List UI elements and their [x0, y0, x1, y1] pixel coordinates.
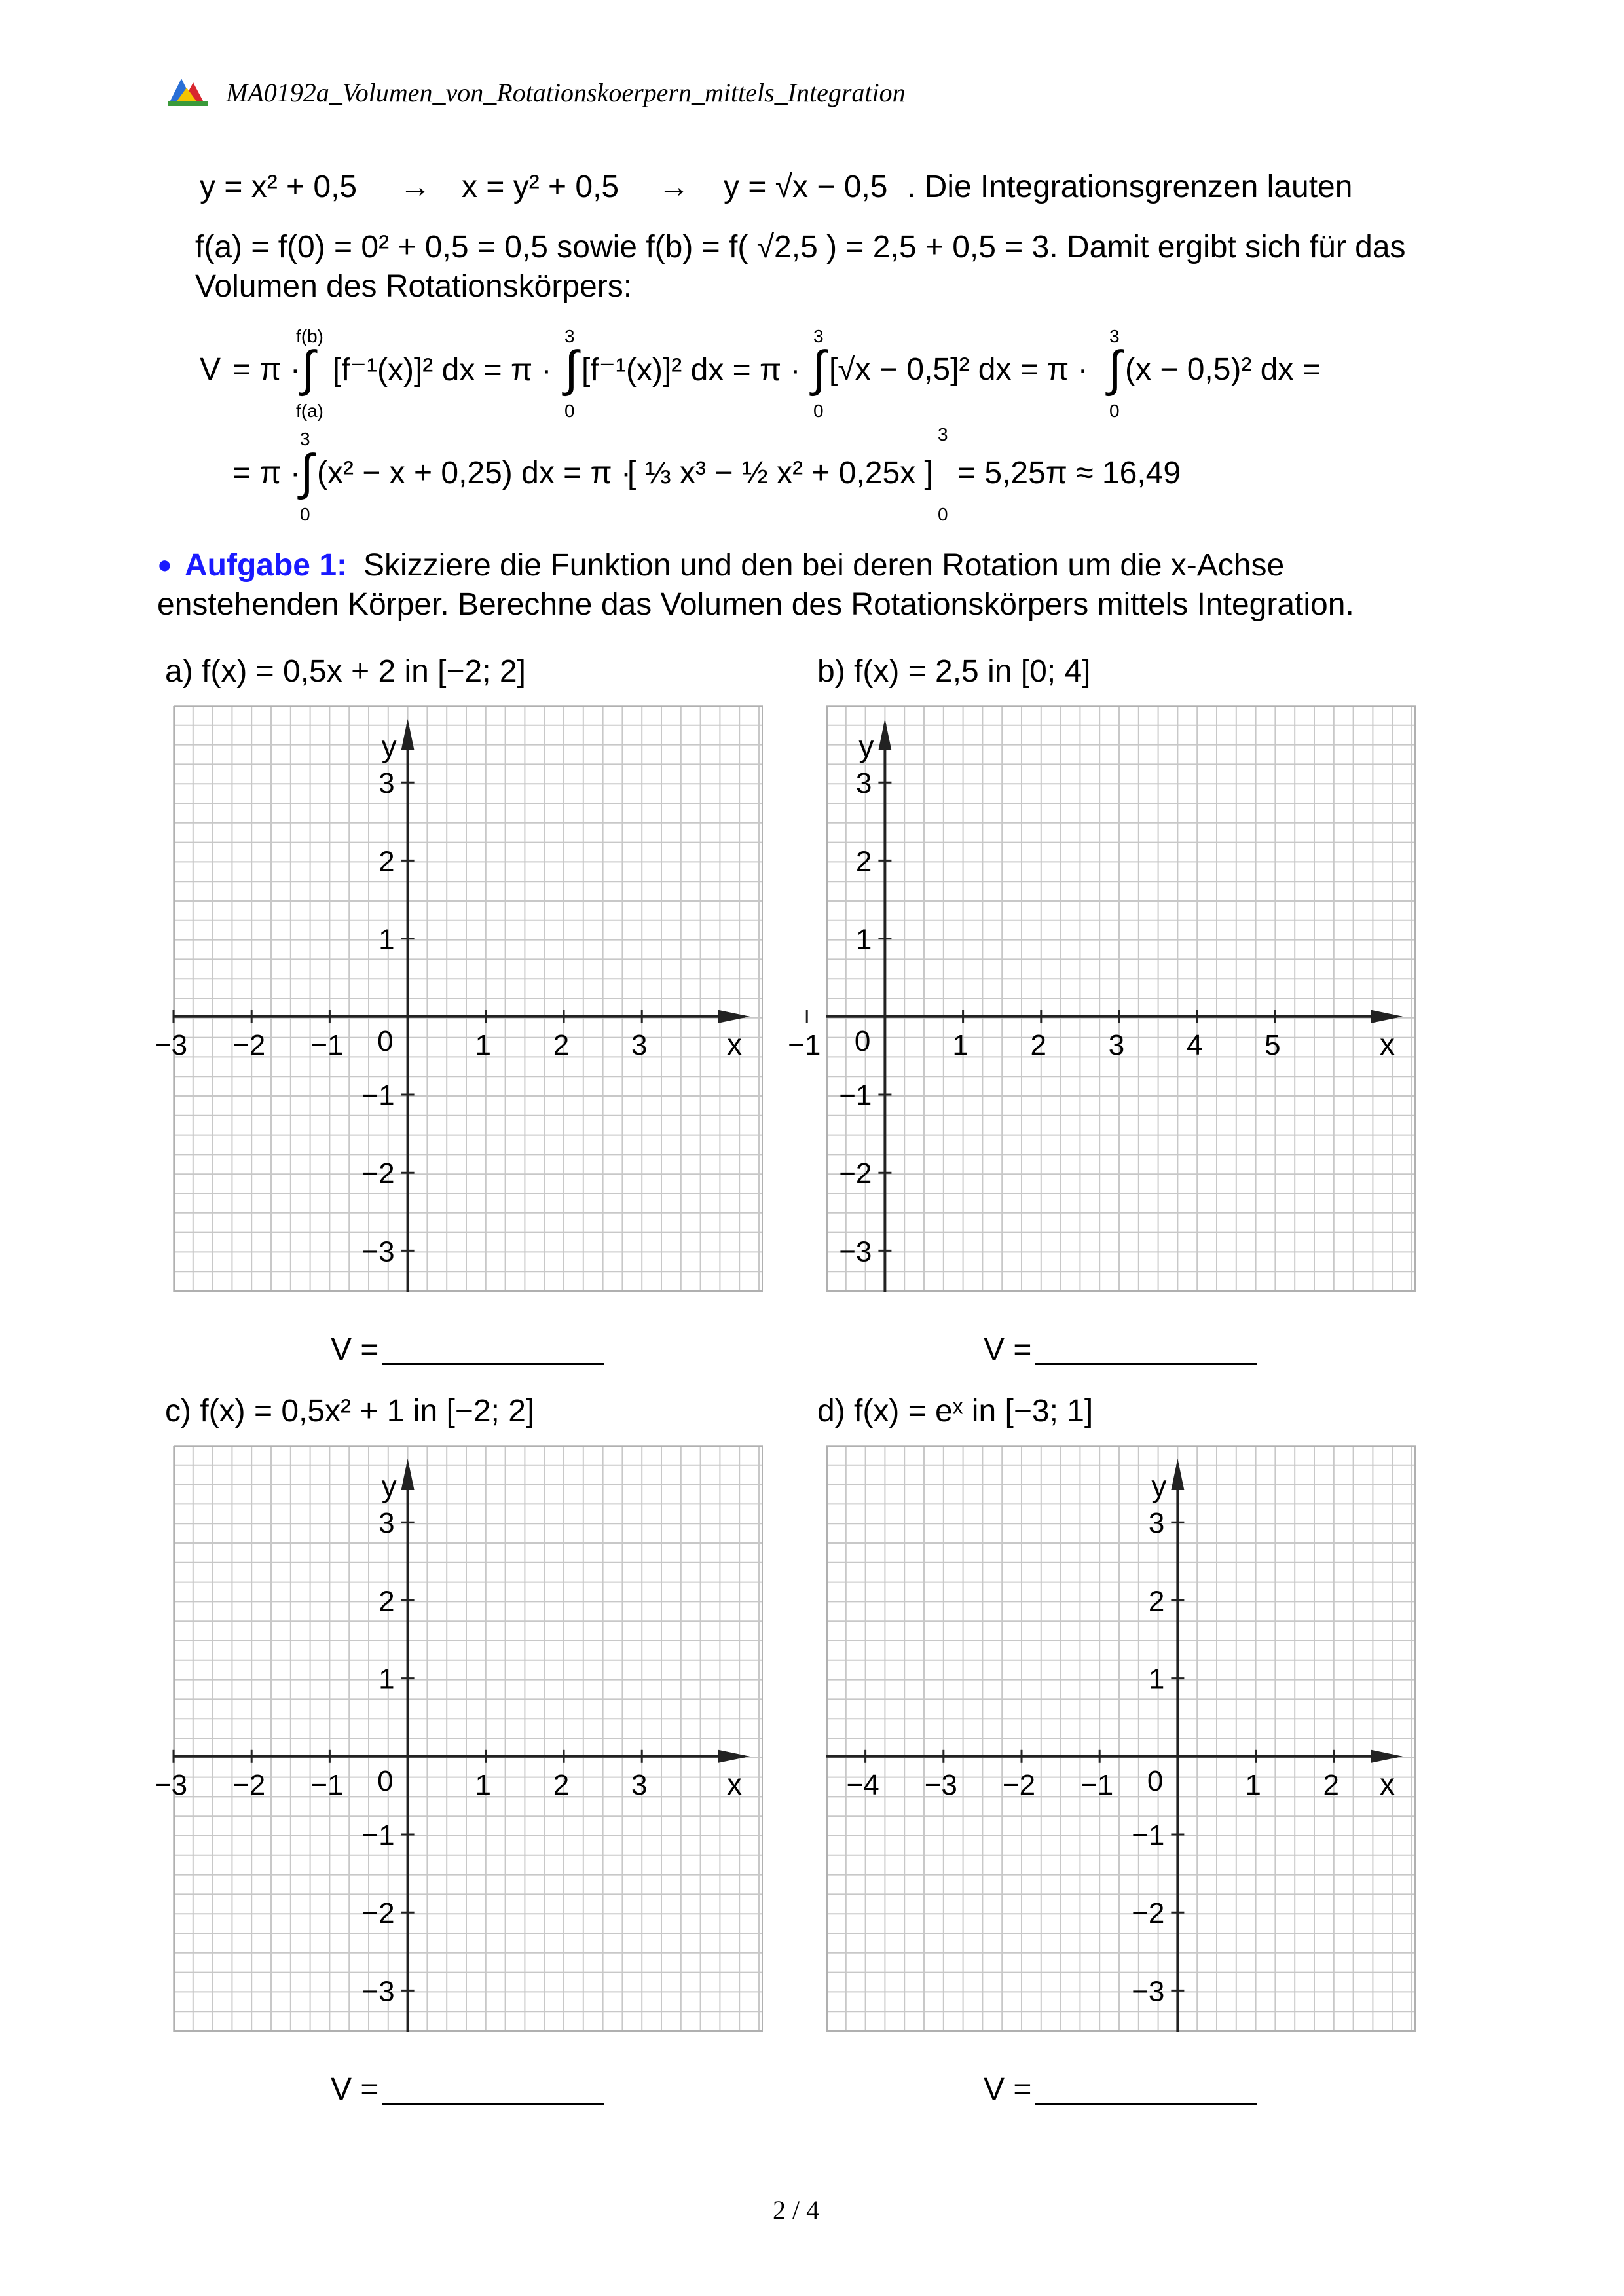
- answer-b-field[interactable]: [1035, 1363, 1257, 1365]
- formula-bracket: [ ⅓ x³ − ½ x² + 0,25x ]: [627, 456, 933, 490]
- y-tick-label: −2: [839, 1157, 872, 1190]
- y-tick-label: −3: [839, 1235, 872, 1268]
- origin-label: 0: [377, 1025, 394, 1057]
- x-tick-label: −1: [310, 1029, 344, 1061]
- x-axis-label: x: [727, 1766, 742, 1801]
- intro-arrow-2: →: [658, 170, 690, 204]
- y-tick-label: −2: [1132, 1897, 1165, 1930]
- y-tick-label: −3: [361, 1235, 395, 1268]
- task-bullet: ●: [157, 551, 172, 579]
- x-tick-label: 2: [1030, 1029, 1047, 1061]
- integral-sign-1: ∫: [301, 341, 315, 397]
- y-tick-label: 2: [378, 1585, 395, 1618]
- x-tick-label: 3: [1108, 1029, 1125, 1061]
- formula-term-1: [f⁻¹(x)]² dx = π ·: [333, 353, 552, 388]
- x-tick-label: 1: [475, 1768, 492, 1801]
- int5-upper: 3: [300, 429, 310, 449]
- y-tick-label: −1: [361, 1819, 395, 1851]
- int1-upper: f(b): [296, 326, 323, 346]
- x-axis-label: x: [1380, 1027, 1395, 1061]
- x-tick-label: 1: [475, 1029, 492, 1061]
- y-tick-label: 1: [1148, 1663, 1165, 1696]
- origin-label: 0: [1147, 1764, 1164, 1797]
- int2-lower: 0: [564, 401, 575, 421]
- origin-label: 0: [854, 1025, 871, 1057]
- formula-result: = 5,25π ≈ 16,49: [957, 456, 1181, 490]
- formula-pi-1: = π ·: [232, 352, 301, 387]
- integral-sign-2: ∫: [564, 341, 578, 397]
- x-tick-label: 3: [631, 1768, 648, 1801]
- y-tick-label: −3: [1132, 1975, 1165, 2008]
- x-tick-label: 1: [1245, 1768, 1261, 1801]
- y-tick-label: 3: [855, 767, 872, 800]
- x-tick-label: −2: [232, 1029, 266, 1061]
- x-tick-label: 5: [1264, 1029, 1281, 1061]
- problem-c-label: c) f(x) = 0,5x² + 1 in [−2; 2]: [165, 1394, 535, 1429]
- intro-text-1: . Die Integrationsgrenzen lauten: [907, 170, 1353, 204]
- problem-d-label: d) f(x) = eˣ in [−3; 1]: [817, 1394, 1094, 1429]
- int3-upper: 3: [813, 326, 824, 346]
- int4-lower: 0: [1109, 401, 1120, 421]
- intro-text-3: Volumen des Rotationskörpers:: [195, 269, 633, 304]
- answer-c-field[interactable]: [382, 2103, 604, 2105]
- formula-pi-2: = π ·: [232, 456, 301, 490]
- int3-lower: 0: [813, 401, 824, 421]
- integral-sign-4: ∫: [1108, 341, 1122, 397]
- answer-a-label: V =: [331, 1332, 379, 1367]
- y-tick-label: 3: [378, 767, 395, 800]
- integral-sign-3: ∫: [812, 341, 826, 397]
- intro-text-2: f(a) = f(0) = 0² + 0,5 = 0,5 sowie f(b) = f( √2,5 ) = 2,5 + 0,5 = 3. Damit ergibt sich für das: [195, 230, 1406, 264]
- task-text-2: enstehenden Körper. Berechne das Volumen des Rotationskörpers mittels Integration.: [157, 587, 1354, 622]
- x-tick-label: −2: [1002, 1768, 1036, 1801]
- x-tick-label: −3: [154, 1768, 188, 1801]
- x-tick-label: −3: [154, 1029, 188, 1061]
- y-axis-label: y: [381, 1469, 397, 1503]
- intro-arrow-1: →: [399, 170, 431, 204]
- y-axis-label: y: [858, 729, 874, 763]
- answer-c-label: V =: [331, 2072, 379, 2107]
- y-tick-label: −2: [361, 1897, 395, 1930]
- y-tick-label: 3: [378, 1507, 395, 1540]
- y-axis-label: y: [1151, 1469, 1167, 1503]
- y-tick-label: 2: [855, 845, 872, 878]
- x-tick-label: −2: [232, 1768, 266, 1801]
- x-axis-label: x: [727, 1027, 742, 1061]
- mountain-book-logo-icon: [167, 73, 210, 107]
- coordinate-grid-d[interactable]: [826, 1446, 1416, 2032]
- y-tick-label: −1: [839, 1080, 872, 1112]
- x-tick-label: −1: [1080, 1768, 1114, 1801]
- int2-upper: 3: [564, 326, 575, 346]
- problem-a-label: a) f(x) = 0,5x + 2 in [−2; 2]: [165, 654, 526, 689]
- x-axis-label: x: [1380, 1766, 1395, 1801]
- x-tick-label: 4: [1186, 1029, 1203, 1061]
- y-tick-label: 1: [378, 923, 395, 956]
- y-tick-label: 1: [855, 923, 872, 956]
- x-tick-label: 2: [1323, 1768, 1340, 1801]
- formula-term-5: (x² − x + 0,25) dx = π ·: [317, 456, 631, 490]
- y-tick-label: 3: [1148, 1507, 1165, 1540]
- y-tick-label: −2: [361, 1157, 395, 1190]
- document-header-title: MA0192a_Volumen_von_Rotationskoerpern_mittels_Integration: [226, 78, 906, 107]
- task-label: Aufgabe 1:: [185, 548, 348, 583]
- bracket-upper: 3: [938, 424, 948, 445]
- task-text-1: Skizziere die Funktion und den bei deren Rotation um die x-Achse: [363, 548, 1285, 583]
- formula-term-2: [f⁻¹(x)]² dx = π ·: [581, 353, 801, 388]
- coordinate-grid-b[interactable]: [788, 706, 1416, 1292]
- x-tick-label: 2: [553, 1768, 570, 1801]
- int4-upper: 3: [1109, 326, 1120, 346]
- bracket-lower: 0: [938, 504, 948, 524]
- y-tick-label: −1: [361, 1080, 395, 1112]
- answer-d-label: V =: [984, 2072, 1032, 2107]
- int1-lower: f(a): [296, 401, 323, 421]
- x-tick-label: 2: [553, 1029, 570, 1061]
- integral-sign-5: ∫: [300, 445, 314, 500]
- int5-lower: 0: [300, 504, 310, 524]
- answer-b-label: V =: [984, 1332, 1032, 1367]
- intro-eq-3: y = √x − 0,5: [724, 170, 888, 204]
- x-tick-label: 1: [952, 1029, 969, 1061]
- coordinate-grid-a[interactable]: [154, 706, 763, 1292]
- y-tick-label: −3: [361, 1975, 395, 2008]
- coordinate-grid-c[interactable]: [154, 1446, 763, 2032]
- formula-term-3: [√x − 0,5]² dx = π ·: [829, 352, 1088, 387]
- y-tick-label: 1: [378, 1663, 395, 1696]
- x-tick-label: −1: [310, 1768, 344, 1801]
- intro-eq-2: x = y² + 0,5: [462, 170, 619, 204]
- x-tick-label: −3: [924, 1768, 957, 1801]
- formula-term-4: (x − 0,5)² dx =: [1125, 352, 1321, 387]
- y-axis-label: y: [381, 729, 397, 763]
- y-tick-label: −1: [1132, 1819, 1165, 1851]
- y-tick-label: 2: [378, 845, 395, 878]
- formula-V: V: [200, 352, 221, 387]
- x-tick-label: −4: [846, 1768, 879, 1801]
- origin-label: 0: [377, 1764, 394, 1797]
- x-tick-label: −1: [788, 1029, 821, 1061]
- page-number: 2 / 4: [773, 2195, 820, 2225]
- answer-d-field[interactable]: [1035, 2103, 1257, 2105]
- intro-eq-1: y = x² + 0,5: [200, 170, 358, 204]
- y-tick-label: 2: [1148, 1585, 1165, 1618]
- x-tick-label: 3: [631, 1029, 648, 1061]
- problem-b-label: b) f(x) = 2,5 in [0; 4]: [817, 654, 1091, 689]
- answer-a-field[interactable]: [382, 1363, 604, 1365]
